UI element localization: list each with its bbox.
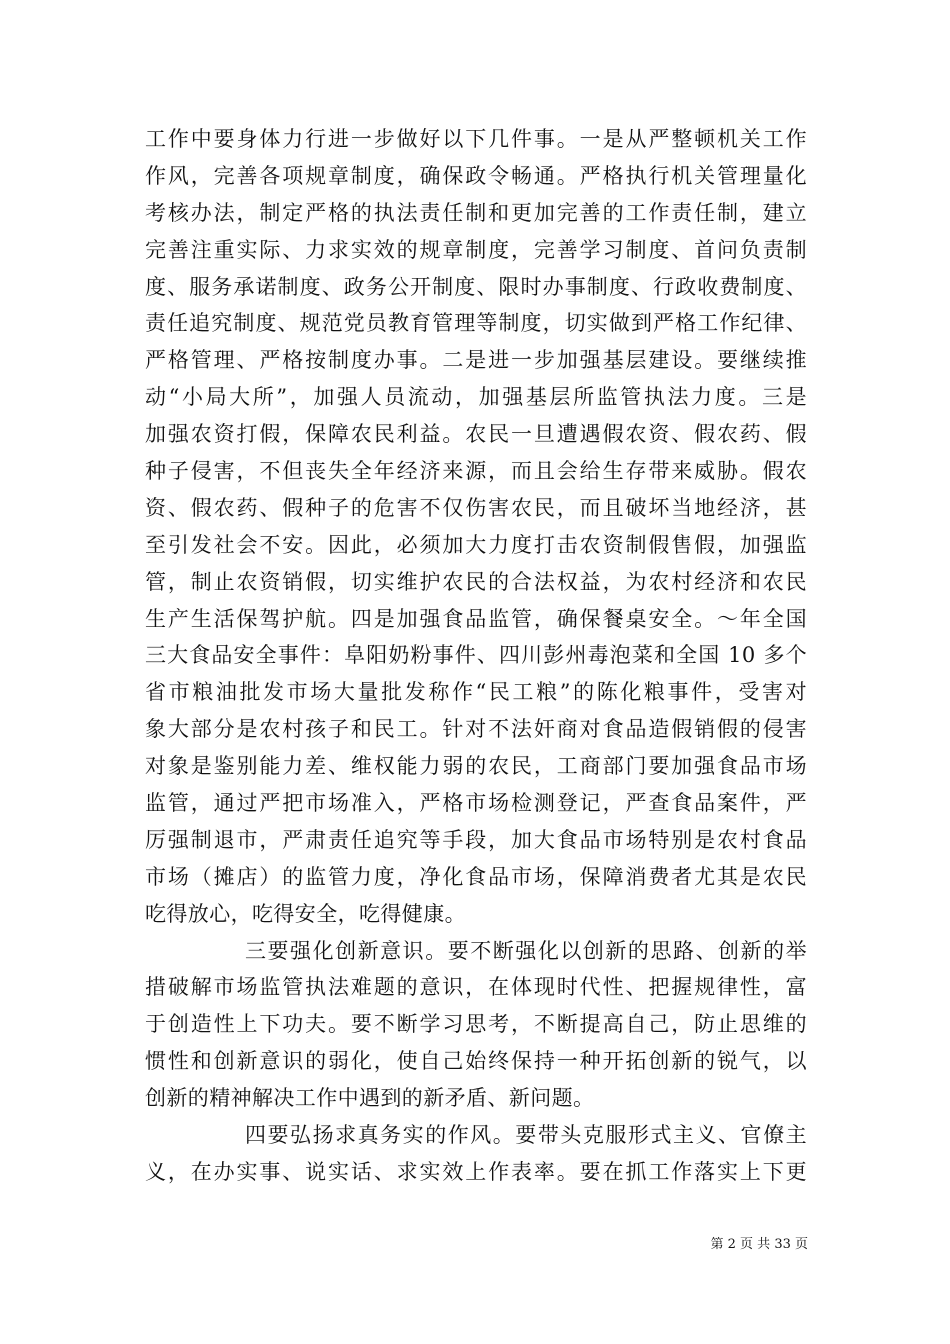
text-line: 加强农资打假，保障农民利益。农民一旦遭遇假农资、假农药、假 (145, 422, 807, 447)
text-line: 责任追究制度、规范党员教育管理等制度，切实做到严格工作纪律、 (145, 311, 807, 336)
text-line: 措破解市场监管执法难题的意识，在体现时代性、把握规律性，富 (145, 975, 807, 1000)
text-line: 完善注重实际、力求实效的规章制度，完善学习制度、首问负责制 (145, 237, 807, 262)
text-line: 度、服务承诺制度、政务公开制度、限时办事制度、行政收费制度、 (145, 274, 807, 299)
paragraph-end-line: 吃得放心，吃得安全，吃得健康。 (145, 901, 466, 926)
text-line: 市场（摊店）的监管力度，净化食品市场，保障消费者尤其是农民 (145, 864, 807, 889)
text-line: 象大部分是农村孩子和民工。针对不法奸商对食品造假销假的侵害 (145, 717, 807, 742)
text-line: 资、假农药、假种子的危害不仅伤害农民，而且破坏当地经济，甚 (145, 495, 807, 520)
text-line: 监管，通过严把市场准入，严格市场检测登记，严查食品案件，严 (145, 791, 807, 816)
paragraph-end-line: 创新的精神解决工作中遇到的新矛盾、新问题。 (145, 1086, 595, 1111)
text-line: 种子侵害，不但丧失全年经济来源，而且会给生存带来威胁。假农 (145, 459, 807, 484)
text-line: 三大食品安全事件：阜阳奶粉事件、四川彭州毒泡菜和全国 10 多个 (145, 643, 807, 668)
text-line: 考核办法，制定严格的执法责任制和更加完善的工作责任制，建立 (145, 200, 807, 225)
text-line: 生产生活保驾护航。四是加强食品监管，确保餐桌安全。～年全国 (145, 606, 807, 631)
paragraph-first-line: 四要弘扬求真务实的作风。要带头克服形式主义、官僚主 (245, 1123, 807, 1148)
text-line: 惯性和创新意识的弱化，使自己始终保持一种开拓创新的锐气，以 (145, 1049, 807, 1074)
paragraph-first-line: 三要强化创新意识。要不断强化以创新的思路、创新的举 (245, 938, 807, 963)
text-line: 对象是鉴别能力差、维权能力弱的农民，工商部门要加强食品市场 (145, 754, 807, 779)
text-line: 至引发社会不安。因此，必须加大力度打击农资制假售假，加强监 (145, 532, 807, 557)
body-text (145, 121, 807, 1191)
text-line: 严格管理、严格按制度办事。二是进一步加强基层建设。要继续推 (145, 348, 807, 373)
text-line: 厉强制退市，严肃责任追究等手段，加大食品市场特别是农村食品 (145, 827, 807, 852)
text-line: 省市粮油批发市场大量批发称作“民工粮”的陈化粮事件，受害对 (145, 680, 807, 705)
text-line: 作风，完善各项规章制度，确保政令畅通。严格执行机关管理量化 (145, 163, 807, 188)
text-line: 管，制止农资销假，切实维护农民的合法权益，为农村经济和农民 (145, 569, 807, 594)
text-line: 于创造性上下功夫。要不断学习思考，不断提高自己，防止思维的 (145, 1012, 807, 1037)
page-number: 第 2 页 共 33 页 (710, 1237, 808, 1252)
text-line: 义，在办实事、说实话、求实效上作表率。要在抓工作落实上下更 (145, 1159, 807, 1184)
text-line: 动“小局大所”，加强人员流动，加强基层所监管执法力度。三是 (145, 385, 807, 410)
text-line: 工作中要身体力行进一步做好以下几件事。一是从严整顿机关工作 (145, 127, 807, 151)
